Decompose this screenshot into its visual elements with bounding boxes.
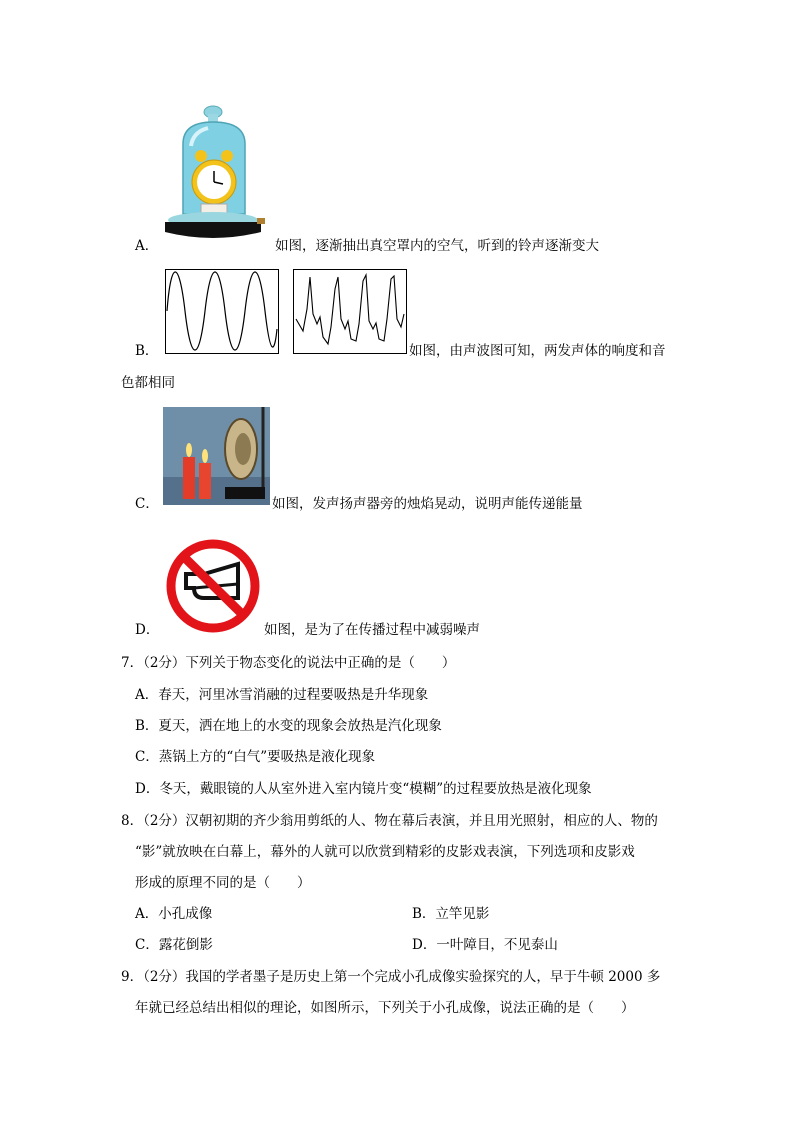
question-9-stem-line1: 9．（2分）我国的学者墨子是历史上第一个完成小孔成像实验探究的人，早于牛顿 2000 多 — [121, 969, 661, 985]
question-7-option-c: C．蒸锅上方的“白气”要吸热是液化现象 — [135, 749, 376, 765]
speaker-candles-icon — [163, 407, 270, 505]
no-horn-icon — [164, 538, 262, 634]
question-8-stem-line1: 8．（2分）汉朝初期的齐少翁用剪纸的人、物在幕后表演，并且用光照射，相应的人、物的 — [121, 813, 658, 829]
question-7-option-b: B．夏天，洒在地上的水变的现象会放热是汽化现象 — [135, 718, 442, 734]
option-text: 如图，由声波图可知，两发声体的响度和音 — [409, 343, 666, 359]
option-text: 如图，是为了在传播过程中减弱噪声 — [264, 622, 480, 638]
question-8-stem-line3: 形成的原理不同的是（ ） — [135, 875, 311, 891]
question-8-option-a: A．小孔成像 — [135, 906, 213, 922]
bell-jar-image — [163, 104, 265, 250]
question-7-option-a: A．春天，河里冰雪消融的过程要吸热是升华现象 — [135, 687, 429, 703]
option-letter: B． — [135, 343, 159, 359]
complex-wave-icon — [293, 269, 407, 354]
bell-jar-icon — [163, 104, 265, 250]
question-8-option-c: C．露花倒影 — [135, 937, 213, 953]
sine-wave-icon — [165, 269, 279, 354]
option-text: 如图，逐渐抽出真空罩内的空气，听到的铃声逐渐变大 — [275, 238, 599, 254]
sine-wave-image — [165, 269, 279, 354]
option-text: 如图，发声扬声器旁的烛焰晃动，说明声能传递能量 — [272, 496, 583, 512]
question-8-option-d: D．一叶障目，不见泰山 — [412, 937, 558, 953]
complex-wave-image — [293, 269, 407, 354]
speaker-candles-image — [163, 407, 270, 505]
question-7-stem: 7．（2分）下列关于物态变化的说法中正确的是（ ） — [121, 655, 456, 671]
question-8-stem-line2: “影”就放映在白幕上，幕外的人就可以欣赏到精彩的皮影戏表演，下列选项和皮影戏 — [135, 844, 635, 860]
option-text-continued: 色都相同 — [121, 375, 175, 391]
question-8-option-b: B．立竿见影 — [412, 906, 490, 922]
no-horn-sign-image — [164, 538, 262, 634]
option-letter: C． — [135, 496, 159, 512]
question-7-option-d: D．冬天，戴眼镜的人从室外进入室内镜片变“模糊”的过程要放热是液化现象 — [135, 781, 592, 797]
option-letter: D． — [135, 622, 160, 638]
option-letter: A． — [135, 238, 159, 254]
question-9-stem-line2: 年就已经总结出相似的理论，如图所示，下列关于小孔成像，说法正确的是（ ） — [135, 1000, 635, 1016]
